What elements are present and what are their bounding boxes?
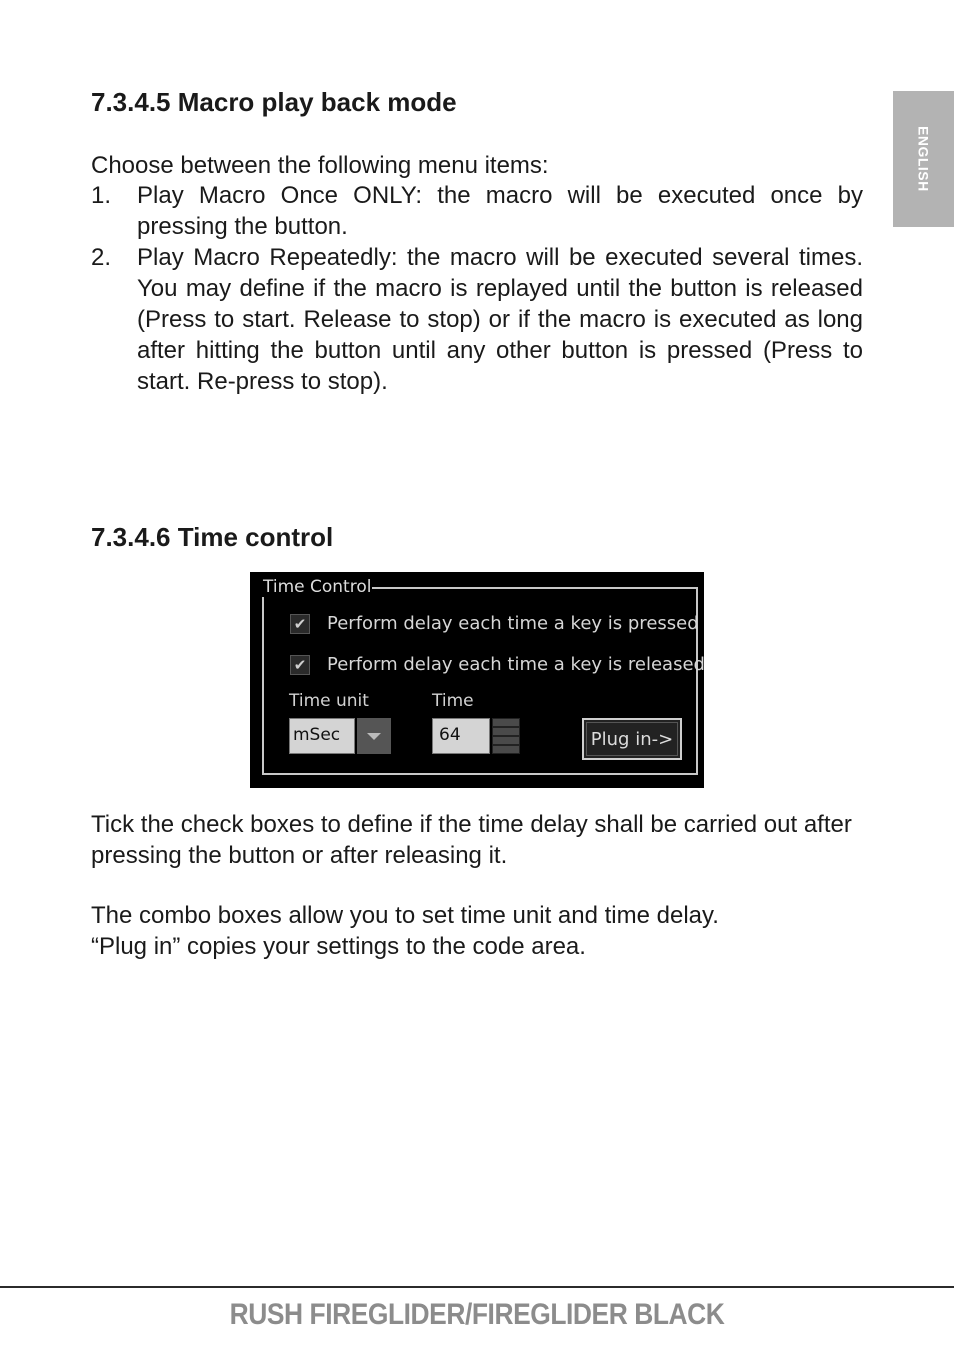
list-item-number: 1.: [91, 182, 112, 209]
checkbox-delay-pressed[interactable]: [290, 614, 310, 634]
checkbox-delay-pressed-row[interactable]: [290, 613, 699, 634]
plug-in-button[interactable]: Plug in->: [582, 718, 682, 760]
spin-arrows: [492, 718, 520, 754]
checkmark-icon: ✔: [293, 614, 307, 633]
section-heading-time-control: 7.3.4.6 Time control: [91, 522, 334, 552]
arrow-down-icon: [493, 744, 519, 746]
list-item-number: 2.: [91, 244, 112, 271]
time-value[interactable]: 64: [432, 718, 490, 754]
spin-up-button[interactable]: [492, 718, 520, 736]
language-tab-label: ENGLISH: [915, 126, 932, 192]
combo-dropdown-button[interactable]: [357, 718, 391, 754]
language-tab: [893, 91, 954, 227]
time-control-paragraph-2-line-1: The combo boxes allow you to set time unit and time delay.: [91, 902, 719, 929]
checkmark-icon: ✔: [293, 655, 307, 674]
checkbox-delay-released[interactable]: [290, 655, 310, 675]
footer-divider: [0, 1286, 954, 1288]
list-item-text: Play Macro Once ONLY: the macro will be executed once by pressing the button.: [137, 182, 863, 240]
footer-product-title: RUSH FIREGLIDER/FIREGLIDER BLACK: [229, 1298, 725, 1331]
checkbox-delay-pressed-label: Perform delay each time a key is pressed: [327, 613, 699, 634]
groupbox-title: Time Control: [263, 577, 372, 597]
time-spinbox[interactable]: [432, 718, 522, 754]
list-item: [91, 180, 863, 242]
time-unit-combo[interactable]: [289, 718, 391, 754]
time-control-screenshot: [250, 572, 704, 788]
time-control-paragraph-1: Tick the check boxes to define if the time delay shall be carried out after pressing the button or after releasing it.: [91, 811, 852, 869]
arrow-up-icon: [493, 726, 519, 728]
list-item: [91, 242, 863, 397]
section-heading-macro-playback: 7.3.4.5 Macro play back mode: [91, 87, 457, 117]
spin-down-button[interactable]: [492, 736, 520, 754]
time-unit-value: mSec: [289, 718, 355, 754]
time-label: Time: [432, 691, 474, 711]
macro-intro-text: Choose between the following menu items:: [91, 152, 549, 179]
checkbox-delay-released-row[interactable]: [290, 654, 705, 675]
time-unit-label: Time unit: [289, 691, 369, 711]
chevron-down-icon: [367, 733, 381, 740]
checkbox-delay-released-label: Perform delay each time a key is released: [327, 654, 705, 675]
macro-options-list: [91, 180, 863, 397]
list-item-text: Play Macro Repeatedly: the macro will be executed several times. You may define if the macro is replayed until the button is released (Press to start. Release to stop) or if the macro is executed as long after hitting the button until any other button is pressed (Press to start. Re-press to stop).: [137, 244, 863, 395]
time-control-paragraph-2-line-2: “Plug in” copies your settings to the code area.: [91, 933, 586, 960]
